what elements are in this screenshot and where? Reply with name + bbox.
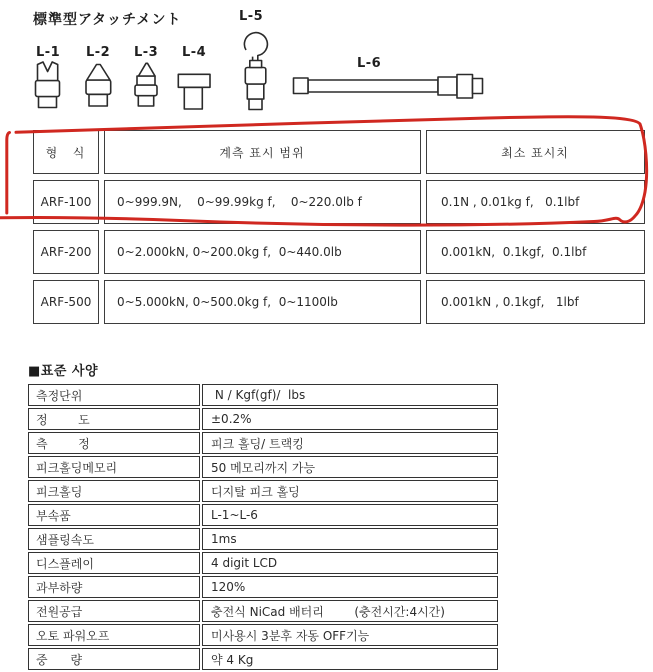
spec-label: 디스플레이 [28, 552, 200, 574]
spec-label: 부속품 [28, 504, 200, 526]
attachment-l1-icon [36, 62, 60, 108]
attachment-l6-icon [294, 75, 483, 99]
spec-value: ±0.2% [202, 408, 498, 430]
spec-row-peak-hold [28, 480, 498, 502]
spec-label: 오토 파워오프 [28, 624, 200, 646]
measurement-range: 0~2.000kN, 0~200.0kg f, 0~440.0lb [104, 230, 421, 274]
attachment-label-l3: L-3 [134, 45, 159, 60]
measurement-range: 0~5.000kN, 0~500.0kg f, 0~1100lb [104, 280, 421, 324]
spec-value: 디지탈 피크 홀딩 [202, 480, 498, 502]
min-display-value: 0.001kN , 0.1kgf, 1lbf [426, 280, 645, 324]
attachment-label-l4: L-4 [182, 45, 207, 60]
spec-row-peak-memory [28, 456, 498, 478]
attachment-l2-icon [86, 65, 111, 107]
spec-section-title: ■표준 사양 [28, 364, 99, 379]
attachment-label-l5: L-5 [239, 9, 264, 24]
model-name: ARF-100 [33, 180, 99, 224]
spec-label: 측 정 [28, 432, 200, 454]
spec-value: 약 4 Kg [202, 648, 498, 670]
attachment-l5-icon [244, 33, 267, 110]
spec-value: 120% [202, 576, 498, 598]
spec-row-power [28, 600, 498, 622]
spec-label: 과부하량 [28, 576, 200, 598]
spec-value: L-1~L-6 [202, 504, 498, 526]
model-name: ARF-500 [33, 280, 99, 324]
spec-value: 1ms [202, 528, 498, 550]
spec-value: 피크 홀딩/ 트랙킹 [202, 432, 498, 454]
spec-value: 50 메모리까지 가능 [202, 456, 498, 478]
spec-row-units [28, 384, 498, 406]
attachments-title: 標準型アタッチメント [33, 12, 182, 28]
spec-label: 중 량 [28, 648, 200, 670]
spec-label: 전원공급 [28, 600, 200, 622]
spec-row-auto-power-off [28, 624, 498, 646]
spec-label: 피크홀딩메모리 [28, 456, 200, 478]
spec-table [26, 382, 500, 672]
spec-row-accuracy [28, 408, 498, 430]
spec-label: 샘플링속도 [28, 528, 200, 550]
spec-value: 4 digit LCD [202, 552, 498, 574]
spec-row-accessories [28, 504, 498, 526]
attachment-l4-icon [178, 74, 210, 109]
model-table-header-row [33, 130, 645, 174]
min-display-value: 0.1N , 0.01kg f, 0.1lbf [426, 180, 645, 224]
spec-label: 정 도 [28, 408, 200, 430]
attachment-label-l2: L-2 [86, 45, 111, 60]
table-row-arf500 [33, 280, 645, 324]
col-header-min-display: 최소 표시치 [426, 130, 645, 174]
measurement-range: 0~999.9N, 0~99.99kg f, 0~220.0lb f [104, 180, 421, 224]
model-name: ARF-200 [33, 230, 99, 274]
attachment-label-l6: L-6 [357, 56, 382, 71]
spec-row-overload [28, 576, 498, 598]
spec-value: 미사용시 3분후 자동 OFF기능 [202, 624, 498, 646]
attachment-l3-icon [135, 63, 157, 106]
spec-label: 측정단위 [28, 384, 200, 406]
spec-row-weight [28, 648, 498, 670]
col-header-range: 계측 표시 범위 [104, 130, 421, 174]
spec-row-sampling [28, 528, 498, 550]
spec-value: 충전식 NiCad 배터리 (충전시간:4시간) [202, 600, 498, 622]
spec-value: N / Kgf(gf)/ lbs [202, 384, 498, 406]
col-header-model: 형 식 [33, 130, 99, 174]
spec-row-display [28, 552, 498, 574]
model-table [28, 124, 650, 330]
table-row-arf100 [33, 180, 645, 224]
table-row-arf200 [33, 230, 645, 274]
spec-label: 피크홀딩 [28, 480, 200, 502]
min-display-value: 0.001kN, 0.1kgf, 0.1lbf [426, 230, 645, 274]
attachment-label-l1: L-1 [36, 45, 61, 60]
spec-row-measurement [28, 432, 498, 454]
